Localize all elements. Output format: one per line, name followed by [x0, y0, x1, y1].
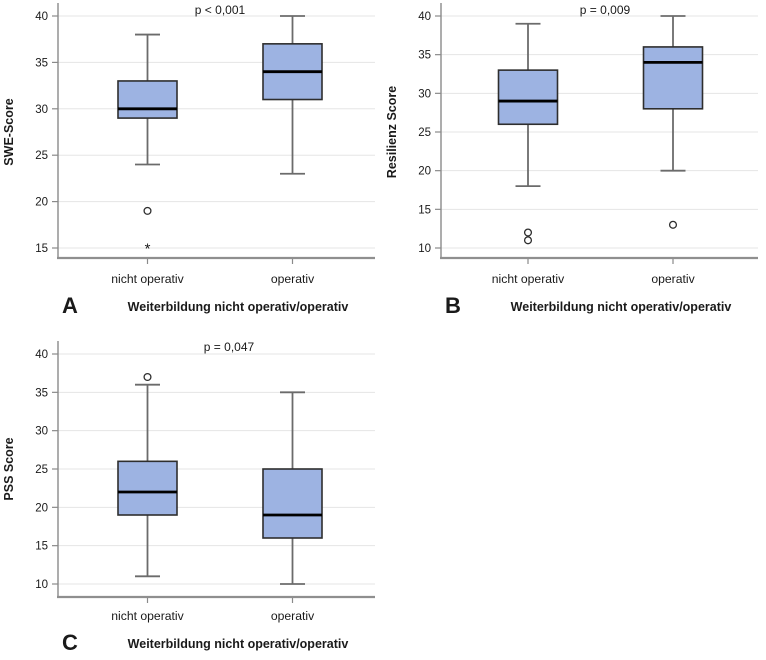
box-rect	[499, 70, 558, 124]
y-tick-label: 15	[35, 540, 48, 553]
outlier-circle	[525, 229, 532, 236]
box-rect	[263, 469, 322, 538]
y-axis-label: SWE-Score	[2, 98, 16, 166]
box-rect	[118, 81, 177, 118]
panel-c-pss-score	[0, 330, 383, 660]
y-tick-label: 30	[35, 425, 48, 438]
panel-letter: C	[62, 630, 78, 655]
y-tick-label: 30	[35, 103, 48, 116]
y-tick-label: 20	[418, 165, 431, 178]
y-tick-label: 35	[35, 387, 48, 400]
y-tick-label: 20	[35, 502, 48, 515]
y-tick-label: 40	[418, 11, 431, 23]
extreme-star-marker: *	[144, 240, 151, 258]
p-value-label: p = 0,047	[203, 340, 255, 354]
outlier-circle	[670, 221, 677, 228]
panel-letter: B	[445, 293, 461, 318]
y-tick-label: 15	[418, 204, 431, 217]
y-axis-label: Resilienz Score	[385, 85, 399, 179]
category-label: nicht operativ	[491, 272, 565, 286]
y-tick-label: 25	[35, 150, 48, 163]
category-label: operativ	[270, 609, 315, 623]
y-tick-label: 20	[35, 196, 48, 209]
y-tick-label: 35	[418, 49, 431, 62]
outlier-circle	[525, 237, 532, 244]
p-value-label: p = 0,009	[579, 3, 631, 17]
box-rect	[118, 461, 177, 515]
x-axis-title: Weiterbildung nicht operativ/operativ	[510, 300, 732, 314]
outlier-circle	[144, 374, 151, 381]
boxplot-svg	[0, 330, 383, 660]
y-tick-label: 40	[35, 11, 48, 23]
panel-letter: A	[62, 293, 78, 318]
p-value-label: p < 0,001	[194, 3, 246, 17]
category-label: nicht operativ	[111, 272, 184, 286]
y-tick-label: 30	[418, 88, 431, 101]
x-axis-title: Weiterbildung nicht operativ/operativ	[127, 637, 349, 651]
y-tick-label: 10	[418, 243, 431, 255]
y-tick-label: 10	[35, 579, 48, 591]
x-axis-title: Weiterbildung nicht operativ/operativ	[127, 300, 349, 314]
box-rect	[644, 47, 703, 109]
panel-b-resilienz-score	[383, 0, 766, 330]
panel-a-swe-score	[0, 0, 383, 330]
y-axis-label: PSS Score	[2, 437, 16, 501]
category-label: operativ	[270, 272, 315, 286]
boxplot-svg	[0, 0, 383, 330]
outlier-circle	[144, 207, 151, 214]
y-tick-label: 35	[35, 57, 48, 70]
y-tick-label: 25	[35, 464, 48, 476]
y-tick-label: 25	[418, 127, 431, 139]
category-label: operativ	[651, 272, 695, 286]
boxplot-svg	[383, 0, 766, 330]
y-tick-label: 40	[35, 349, 48, 361]
y-tick-label: 15	[35, 243, 48, 255]
category-label: nicht operativ	[111, 609, 184, 623]
